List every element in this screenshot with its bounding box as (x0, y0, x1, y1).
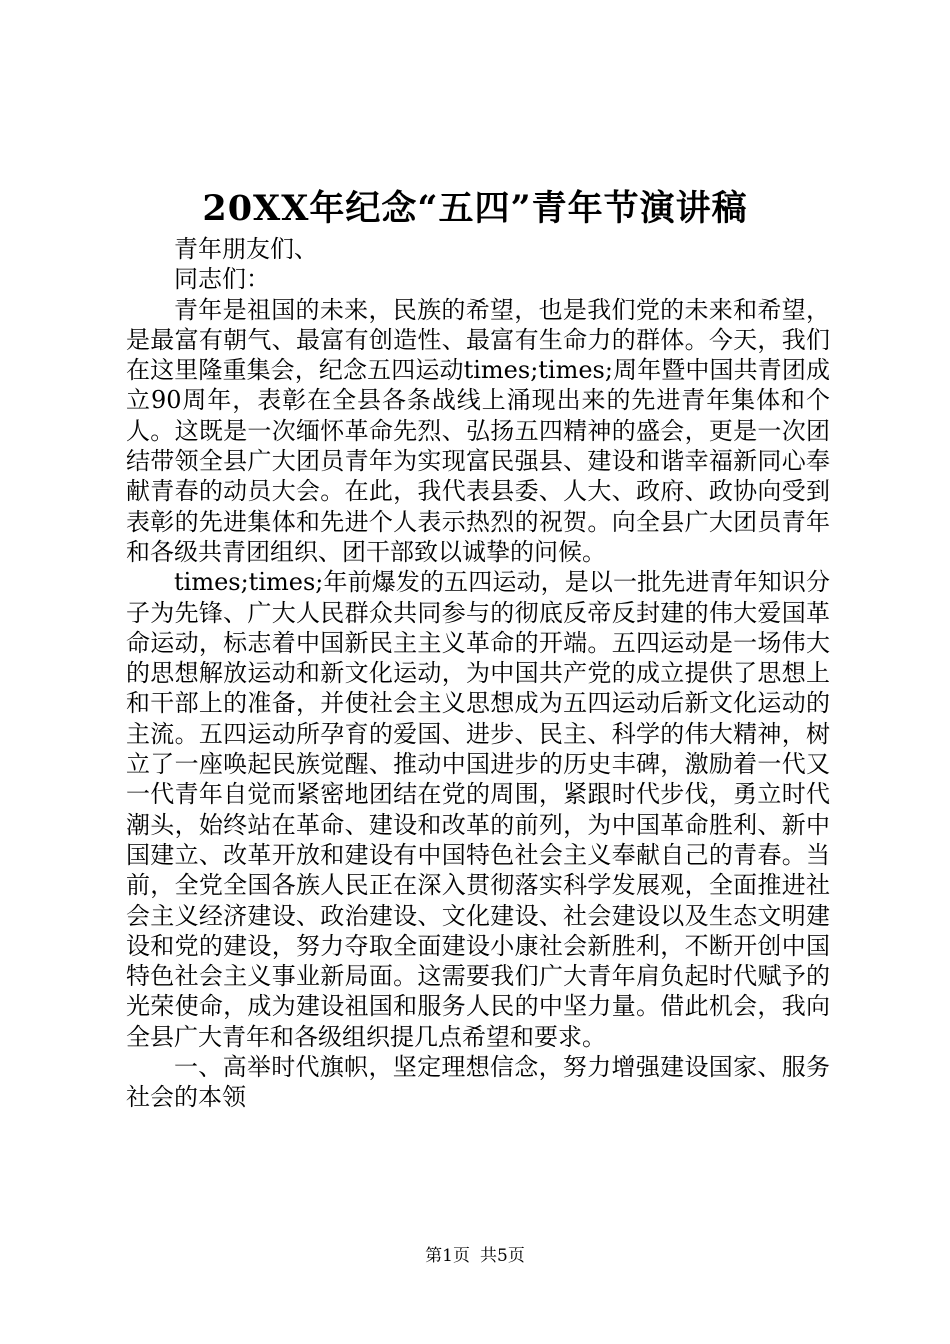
page-total: 共5页 (480, 1246, 525, 1266)
page-number: 第1页 (425, 1246, 470, 1266)
document-title: 20XX年纪念“五四”青年节演讲稿 (202, 188, 748, 229)
body-paragraph: times;times;年前爆发的五四运动，是以一批先进青年知识分子为先锋、广大人民群众共同参与的彻底反帝反封建的伟大爱国革命运动，标志着中国新民主主义革命的开端。五四运动是一场伟大的思想解放运动和新文化运动，为中国共产党的成立提供了思想上和干部上的准备，并使社会主义思想成为五四运动后新文化运动的主流。五四运动所孕育的爱国、进步、民主、科学的伟大精神，树立了一座唤起民族觉醒、推动中国进步的历史丰碑，激励着一代又一代青年自觉而紧密地团结在党的周围，紧跟时代步伐，勇立时代潮头，始终站在革命、建设和改革的前列，为中国革命胜利、新中国建立、改革开放和建设有中国特色社会主义奉献自己的青春。当前，全党全国各族人民正在深入贯彻落实科学发展观，全面推进社会主义经济建设、政治建设、文化建设、社会建设以及生态文明建设和党的建设，努力夺取全面建设小康社会新胜利，不断开创中国特色社会主义事业新局面。这需要我们广大青年肩负起时代赋予的光荣使命，成为建设祖国和服务人民的中坚力量。借此机会，我向全县广大青年和各级组织提几点希望和要求。 (126, 568, 830, 1051)
document-body (126, 234, 830, 1113)
page-footer (0, 1244, 950, 1268)
body-paragraph: 青年是祖国的未来，民族的希望，也是我们党的未来和希望，是最富有朝气、最富有创造性、最富有生命力的群体。今天，我们在这里隆重集会，纪念五四运动times;times;周年暨中国共青团成立90周年，表彰在全县各条战线上涌现出来的先进青年集体和个人。这既是一次缅怀革命先烈、弘扬五四精神的盛会，更是一次团结带领全县广大团员青年为实现富民强县、建设和谐幸福新同心奉献青春的动员大会。在此，我代表县委、人大、政府、政协向受到表彰的先进集体和先进个人表示热烈的祝贺。向全县广大团员青年和各级共青团组织、团干部致以诚挚的问候。 (126, 295, 830, 566)
greeting-line: 青年朋友们、 (174, 235, 318, 263)
greeting-line: 同志们： (174, 265, 270, 294)
section-heading: 一、高举时代旗帜，坚定理想信念，努力增强建设国家、服务社会的本领 (126, 1053, 830, 1112)
